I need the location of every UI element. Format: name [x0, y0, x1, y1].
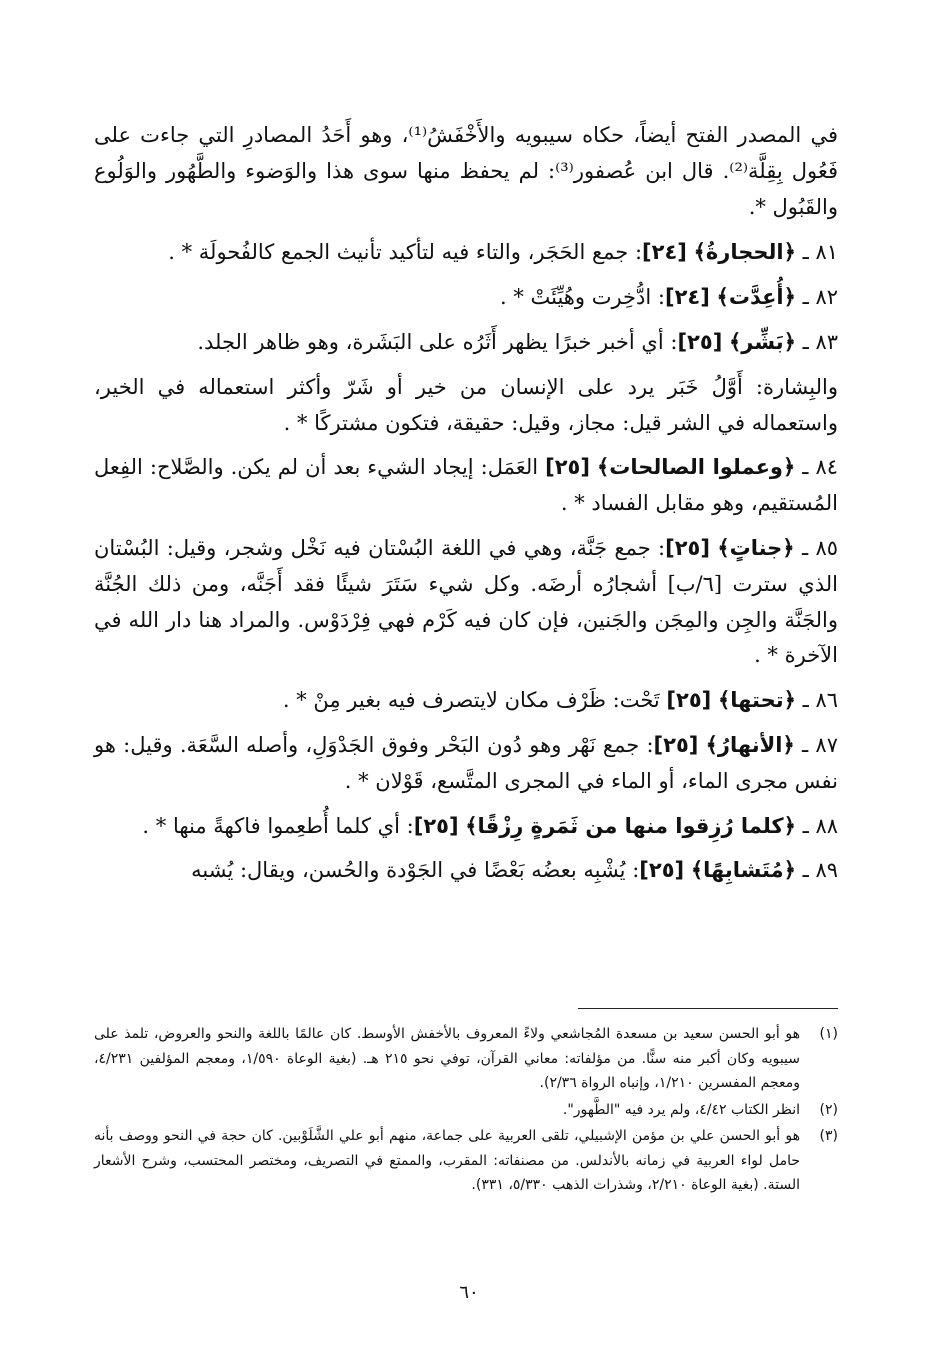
verse-ref: [٢٥] [413, 813, 459, 838]
quran-term: ﴿مُتَشابِهًا﴾ [690, 858, 796, 883]
verse-ref: [٢٤] [642, 240, 687, 265]
footnotes [94, 1022, 838, 1200]
entry-87 [94, 728, 838, 800]
footnote-2 [94, 1098, 838, 1123]
page-number: ٦٠ [459, 1282, 479, 1303]
verse-ref: [٢٥] [545, 455, 590, 480]
entry-88 [94, 809, 838, 845]
entry-text: العَمَل: إيجاد الشيء بعد أن لم يكن. والصَّلاح: الفِعل المُستقيم، وهو مقابل الفساد * . [94, 455, 838, 516]
footnote-separator [578, 1008, 838, 1009]
entry-text: : جمع نَهْر وهو دُون البَحْر وفوق الجَدْوَلِ، وأصله السَّعَة. وقيل: هو نفس مجرى الماء، أو الماء في المجرى المتَّسع، قَوْلان * . [94, 732, 838, 793]
footnote-mark: (٢) [819, 1101, 838, 1118]
entry-number: ٨٦ ـ [802, 688, 838, 713]
entry-text: : يُشْبِه بعضُه بَعْضًا في الجَوْدة والحُسن، ويقال: يُشبه [191, 858, 640, 883]
paragraph-text: في المصدر الفتح أيضاً، حكاه سيبويه والأَخْفَشُ⁽¹⁾، وهو أَحَدُ المصادرِ التي جاءت على فَعُول بِقِلَّة⁽²⁾. قال ابن عُصفور⁽³⁾: لم يحفظ منها سوى هذا والوَضوء والطَّهُور والوَلُوع والقَبُول *. [94, 123, 838, 219]
entry-text: : أي أخبر خبرًا يظهر أَثَرُه على البَشَرة، وهو ظاهر الجلد. [197, 329, 678, 354]
footnote-text: هو أبو الحسن علي بن مؤمن الإشبيلي، تلقى العربية على جماعة، منهم أبو علي الشَّلَوْبين. كان حجة في النحو ووصف بأنه حامل لواء العربية في زمانه بالأندلس. من مصنفاته: المقرب، والممتع في التصريف، ومختصر المحتسب، وشرح الأشعار الستة. (بغية الوعاة ٢/٢١٠، وشذرات الذهب ٥/٣٣٠، ٣٣١). [94, 1128, 800, 1193]
entry-text: : أي كلما أُطعِموا فاكهةً منها * . [142, 813, 414, 838]
paragraph-bishara [94, 370, 838, 442]
verse-ref: [٢٥] [653, 732, 699, 757]
verse-ref: [٢٥] [666, 688, 712, 713]
footnote-mark: (١) [819, 1026, 838, 1042]
paragraph-text: والبِشارة: أَوَّلُ خَبَر يرد على الإنسان من خير أو شَرّ وأكثر استعماله في الخير، واستعماله في الشر قيل: مجاز، وقيل: حقيقة، فتكون مشتركًا * . [94, 374, 838, 435]
quran-term: ﴿جناتٍ﴾ [717, 535, 795, 560]
paragraph-continuation [94, 118, 838, 225]
entry-86 [94, 683, 838, 719]
entry-85 [94, 531, 838, 674]
entry-number: ٨٥ ـ [801, 535, 838, 560]
entry-82 [94, 280, 838, 316]
verse-ref: [٢٥] [639, 858, 685, 883]
body-text [94, 118, 838, 898]
entry-text: : جمع جَنَّة، وهي في اللغة البُسْتان فيه نَخْل وشجر، وقيل: البُسْتان الذي سترت [٦/ب] أشجارُه أرضَه. وكل شيء سَتَرَ شيئًا فقد أَجَنَّه، ومن ذلك الجُنَّة والجَنَّة والجِن والمِجَن والجَنين، فإن كان فيه كَرْم فهي فِرْدَوْس. والمراد هنا دار الله في الآخرة * . [94, 535, 838, 668]
verse-ref: [٢٥] [677, 329, 723, 354]
quran-term: ﴿الأنهارُ﴾ [705, 732, 795, 757]
footnote-text: انظر الكتاب ٤/٤٢، ولم يرد فيه "الطَّهور". [562, 1101, 800, 1118]
quran-term: ﴿وعملوا الصالحات﴾ [596, 455, 796, 480]
quran-term: ﴿كلما رُزِقوا منها من ثَمَرةٍ رِزْقًا﴾ [465, 813, 796, 838]
entry-83 [94, 325, 838, 361]
entry-number: ٨٣ ـ [802, 329, 838, 354]
entry-number: ٨٢ ـ [802, 285, 838, 310]
entry-number: ٨٤ ـ [802, 455, 839, 480]
entry-number: ٨٨ ـ [802, 813, 838, 838]
quran-term: ﴿بَشِّر﴾ [728, 329, 796, 354]
entry-text: : ادُّخِرت وهُيِّئَتْ * . [499, 285, 665, 310]
entry-89 [94, 853, 838, 889]
quran-term: ﴿الحجارةُ﴾ [693, 240, 796, 265]
quran-term: ﴿تحتها﴾ [717, 688, 796, 713]
footnote-1 [94, 1022, 838, 1096]
entry-number: ٨٩ ـ [802, 858, 838, 883]
quran-term: ﴿أُعِدَّت﴾ [716, 285, 796, 310]
entry-number: ٨١ ـ [802, 240, 838, 265]
entry-number: ٨٧ ـ [802, 732, 838, 757]
verse-ref: [٢٤] [664, 285, 710, 310]
entry-84 [94, 450, 838, 522]
entry-81 [94, 235, 838, 271]
entry-text: تَحْت: ظَرْف مكان لايتصرف فيه بغير مِنْ * . [282, 688, 667, 713]
footnote-text: هو أبو الحسن سعيد بن مسعدة المُجاشعي ولاءً المعروف بالأخفش الأوسط. كان عالمًا باللغة والنحو والعروض، تلمذ على سيبويه وكان أكبر منه سنًّا. من مؤلفاته: معاني القرآن، توفي نحو ٢١٥ هـ. (بغية الوعاة ١/٥٩٠، ومعجم المؤلفين ٤/٢٣١، ومعجم المفسرين ١/٢١٠، وإنباه الرواة ٢/٣٦). [94, 1026, 801, 1091]
footnote-mark: (٣) [819, 1128, 838, 1144]
entry-text: : جمع الحَجَر، والتاء فيه لتأكيد تأنيث الجمع كالفُحولَة * . [168, 240, 643, 265]
verse-ref: [٢٥] [665, 535, 710, 560]
footnote-3 [94, 1124, 838, 1198]
